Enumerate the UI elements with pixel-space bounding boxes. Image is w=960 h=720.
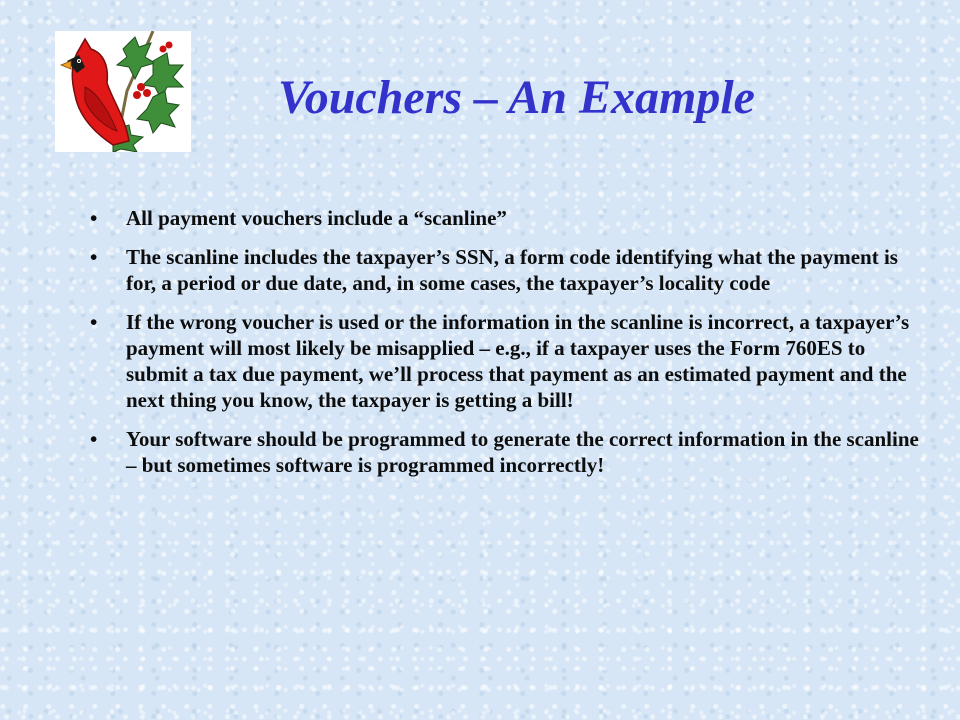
bullet-list [90, 205, 920, 491]
bullet-item [90, 309, 920, 413]
bullet-text: The scanline includes the taxpayer’s SSN, a form code identifying what the payment is for, a period or due date, and, in some cases, the taxpayer’s locality code [126, 245, 898, 295]
cardinal-holly-icon [55, 31, 191, 152]
bullet-item [90, 426, 920, 478]
bullet-item [90, 244, 920, 296]
bullet-text: Your software should be programmed to generate the correct information in the scanline – but sometimes software is programmed incorrectly! [126, 427, 919, 477]
slide-title: Vouchers – An Example [278, 71, 755, 124]
bullet-icon: • [90, 427, 98, 451]
bullet-text: All payment vouchers include a “scanline” [126, 206, 507, 230]
bullet-item [90, 205, 920, 231]
bullet-icon: • [90, 310, 98, 334]
bullet-icon: • [90, 206, 98, 230]
bullet-icon: • [90, 245, 98, 269]
cardinal-holly-icon-graphic [55, 31, 191, 152]
bullet-text: If the wrong voucher is used or the information in the scanline is incorrect, a taxpayer’s payment will most likely be misapplied – e.g., if a taxpayer uses the Form 760ES to submit a tax due payment, we’ll process that payment as an estimated payment and the next thing you know, the taxpayer is getting a bill! [126, 310, 910, 412]
